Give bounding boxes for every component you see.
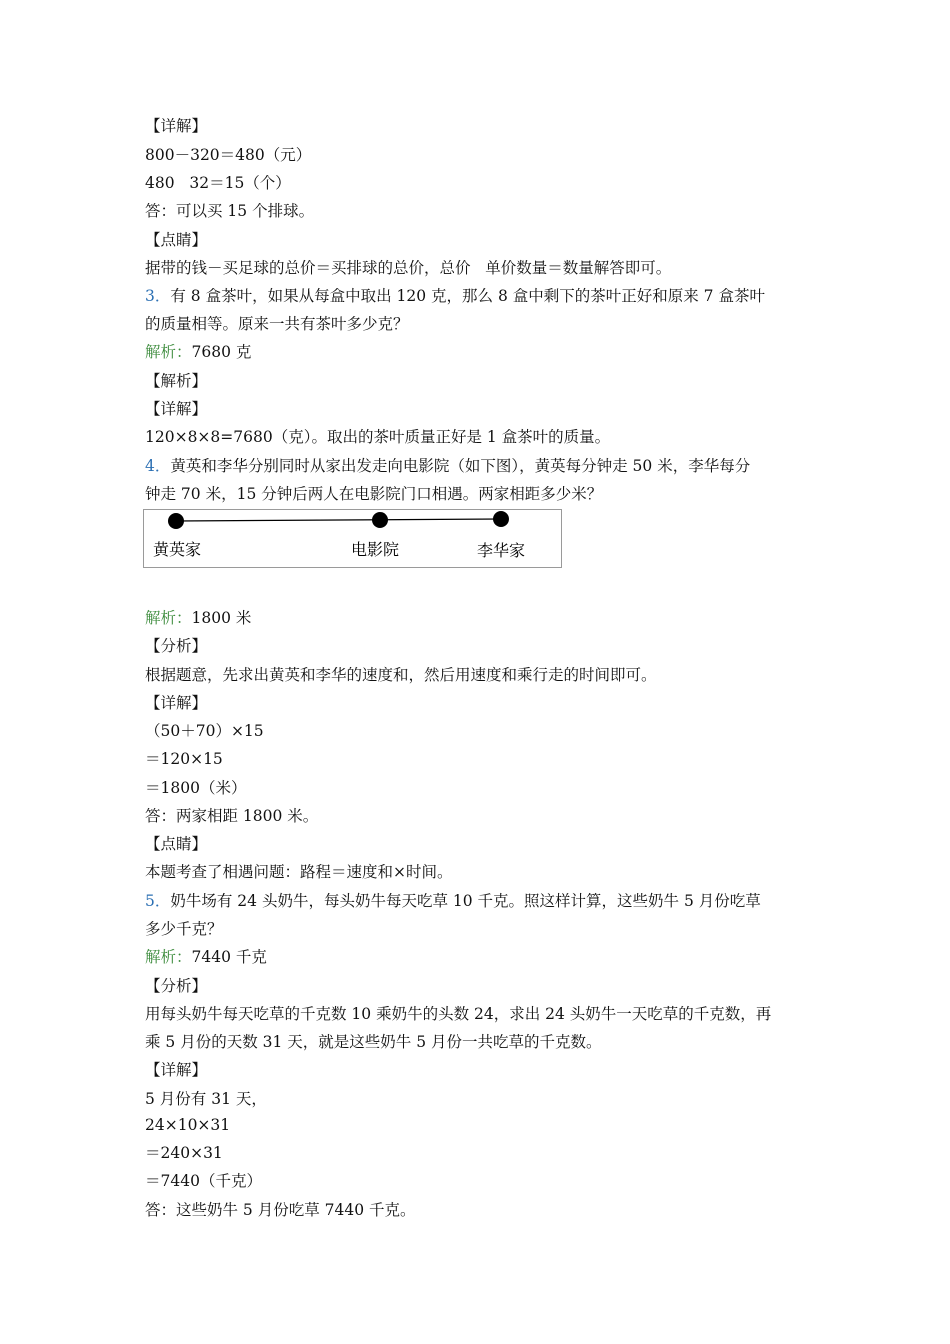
heading-detail: 【详解】 — [145, 117, 208, 135]
heading-analysis: 【分析】 — [145, 977, 208, 995]
calc-line: ＝120×15 — [145, 750, 223, 768]
answer-label: 解析： — [145, 948, 192, 966]
answer-value: 7440 千克 — [191, 948, 267, 966]
question-number: 5． — [145, 892, 171, 910]
question-text: 奶牛场有 24 头奶牛，每头奶牛每天吃草 10 千克。照这样计算，这些奶牛 5 月份吃草 — [170, 892, 761, 910]
heading-detail: 【详解】 — [145, 400, 208, 418]
question-number: 3． — [145, 287, 171, 305]
answer-value: 1800 米 — [191, 609, 252, 627]
calc-line: （50＋70）×15 — [145, 722, 264, 740]
answer-3 — [145, 342, 251, 362]
question-text: 有 8 盒茶叶，如果从每盒中取出 120 克，那么 8 盒中剩下的茶叶正好和原来 7 盒茶叶 — [170, 287, 765, 305]
answer-line: 答：两家相距 1800 米。 — [145, 807, 319, 825]
route-line — [176, 519, 501, 521]
heading-detail: 【详解】 — [145, 694, 208, 712]
cinema-label: 电影院 — [351, 540, 400, 559]
calc-line: ＝1800（米） — [145, 779, 247, 797]
question-4-line-2: 钟走 70 米，15 分钟后两人在电影院门口相遇。两家相距多少米？ — [145, 485, 603, 503]
answer-line: 答：可以买 15 个排球。 — [145, 202, 315, 220]
heading-analysis: 【解析】 — [145, 372, 208, 390]
heading-detail: 【详解】 — [145, 1061, 208, 1079]
tip-text: 本题考查了相遇问题：路程＝速度和×时间。 — [145, 863, 453, 881]
calc-line: 120×8×8=7680（克）。取出的茶叶质量正好是 1 盒茶叶的质量。 — [145, 428, 611, 446]
analysis-text: 乘 5 月份的天数 31 天，就是这些奶牛 5 月份一共吃草的千克数。 — [145, 1033, 602, 1051]
question-3-line-1 — [145, 286, 765, 306]
heading-tip: 【点睛】 — [145, 231, 208, 249]
route-diagram — [143, 509, 562, 568]
huangying-home-dot — [168, 513, 184, 529]
answer-4 — [145, 608, 251, 628]
answer-label: 解析： — [145, 609, 192, 627]
answer-5 — [145, 947, 267, 967]
heading-analysis: 【分析】 — [145, 637, 208, 655]
question-5-line-2: 多少千克？ — [145, 920, 223, 938]
huangying-home-label: 黄英家 — [153, 540, 202, 559]
question-number: 4． — [145, 457, 171, 475]
question-text: 黄英和李华分别同时从家出发走向电影院（如下图），黄英每分钟走 50 米，李华每分 — [170, 457, 751, 475]
answer-line: 答：这些奶牛 5 月份吃草 7440 千克。 — [145, 1201, 416, 1219]
analysis-text: 根据题意，先求出黄英和李华的速度和，然后用速度和乘行走的时间即可。 — [145, 666, 657, 684]
question-5-line-1 — [145, 891, 761, 911]
calc-line: 24×10×31 — [145, 1116, 231, 1134]
answer-label: 解析： — [145, 343, 192, 361]
question-3-line-2: 的质量相等。原来一共有茶叶多少克？ — [145, 315, 409, 333]
calc-line: 480 32＝15（个） — [145, 174, 291, 192]
calc-line: ＝7440（千克） — [145, 1172, 262, 1190]
calc-line: 5 月份有 31 天， — [145, 1090, 267, 1108]
calc-line: 800－320＝480（元） — [145, 146, 312, 164]
lihua-home-label: 李华家 — [477, 541, 526, 560]
answer-value: 7680 克 — [191, 343, 252, 361]
heading-tip: 【点睛】 — [145, 835, 208, 853]
lihua-home-dot — [493, 511, 509, 527]
calc-line: ＝240×31 — [145, 1144, 223, 1162]
tip-text: 据带的钱－买足球的总价＝买排球的总价，总价 单价数量＝数量解答即可。 — [145, 259, 672, 277]
question-4-line-1 — [145, 456, 750, 476]
route-diagram-svg — [144, 510, 561, 567]
analysis-text: 用每头奶牛每天吃草的千克数 10 乘奶牛的头数 24，求出 24 头奶牛一天吃草的千克数，再 — [145, 1005, 772, 1023]
cinema-dot — [372, 512, 388, 528]
